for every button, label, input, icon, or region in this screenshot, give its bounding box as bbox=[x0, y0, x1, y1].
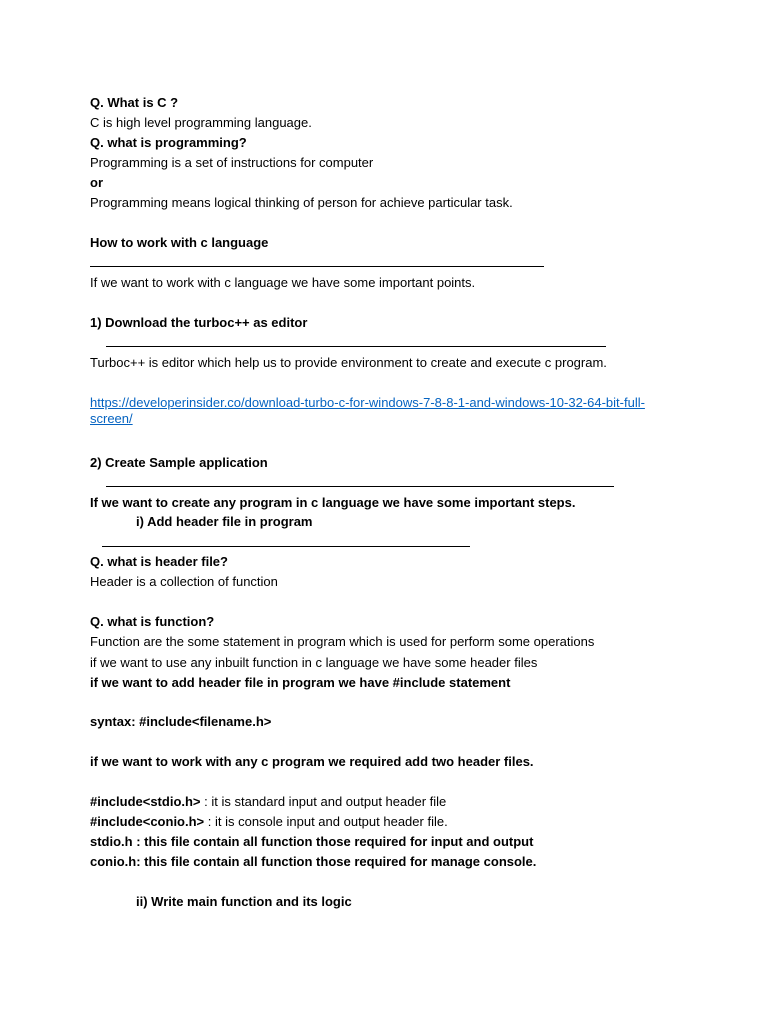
or-separator: or bbox=[90, 175, 103, 190]
syntax-line: syntax: #include<filename.h> bbox=[90, 714, 272, 729]
q2-heading: Q. what is programming? bbox=[90, 135, 247, 150]
step2-rule bbox=[106, 486, 614, 487]
stdio-explanation: stdio.h : this file contain all function those required for input and output bbox=[90, 834, 534, 849]
two-headers-note: if we want to work with any c program we required add two header files. bbox=[90, 754, 534, 769]
q1-heading: Q. What is C ? bbox=[90, 95, 179, 110]
conio-explanation: conio.h: this file contain all function those required for manage console. bbox=[90, 854, 537, 869]
substep-ii-heading: ii) Write main function and its logic bbox=[136, 894, 352, 909]
substep-i-heading: i) Add header file in program bbox=[136, 514, 313, 529]
step2-heading: 2) Create Sample application bbox=[90, 455, 268, 470]
work-heading: How to work with c language bbox=[90, 235, 269, 250]
q3-heading: Q. what is header file? bbox=[90, 554, 228, 569]
q4-answer: Function are the some statement in program which is used for perform some operations bbox=[90, 634, 595, 649]
q4-heading: Q. what is function? bbox=[90, 614, 215, 629]
inbuilt-note: if we want to use any inbuilt function in c language we have some header files bbox=[90, 655, 538, 670]
conio-desc: : it is console input and output header file. bbox=[204, 814, 448, 829]
step2-intro: If we want to create any program in c language we have some important steps. bbox=[90, 495, 576, 510]
stdio-include: #include<stdio.h> bbox=[90, 794, 201, 809]
work-intro: If we want to work with c language we have some important points. bbox=[90, 275, 476, 290]
stdio-include-line bbox=[90, 794, 446, 810]
q3-answer: Header is a collection of function bbox=[90, 574, 278, 589]
q2-answer-alt: Programming means logical thinking of person for achieve particular task. bbox=[90, 195, 513, 210]
conio-include: #include<conio.h> bbox=[90, 814, 205, 829]
include-note: if we want to add header file in program we have #include statement bbox=[90, 675, 511, 690]
substep-i-rule bbox=[102, 546, 470, 547]
step1-rule bbox=[106, 346, 606, 347]
conio-include-line bbox=[90, 814, 448, 830]
stdio-desc: : it is standard input and output header file bbox=[200, 794, 447, 809]
q1-answer: C is high level programming language. bbox=[90, 115, 312, 130]
q2-answer: Programming is a set of instructions for computer bbox=[90, 155, 374, 170]
step1-heading: 1) Download the turboc++ as editor bbox=[90, 315, 308, 330]
step1-description: Turboc++ is editor which help us to provide environment to create and execute c program. bbox=[90, 355, 607, 370]
work-heading-rule bbox=[90, 266, 544, 267]
download-link[interactable]: https://developerinsider.co/download-turbo-c-for-windows-7-8-8-1-and-windows-10-32-64-bit-full-screen/ bbox=[90, 395, 645, 426]
